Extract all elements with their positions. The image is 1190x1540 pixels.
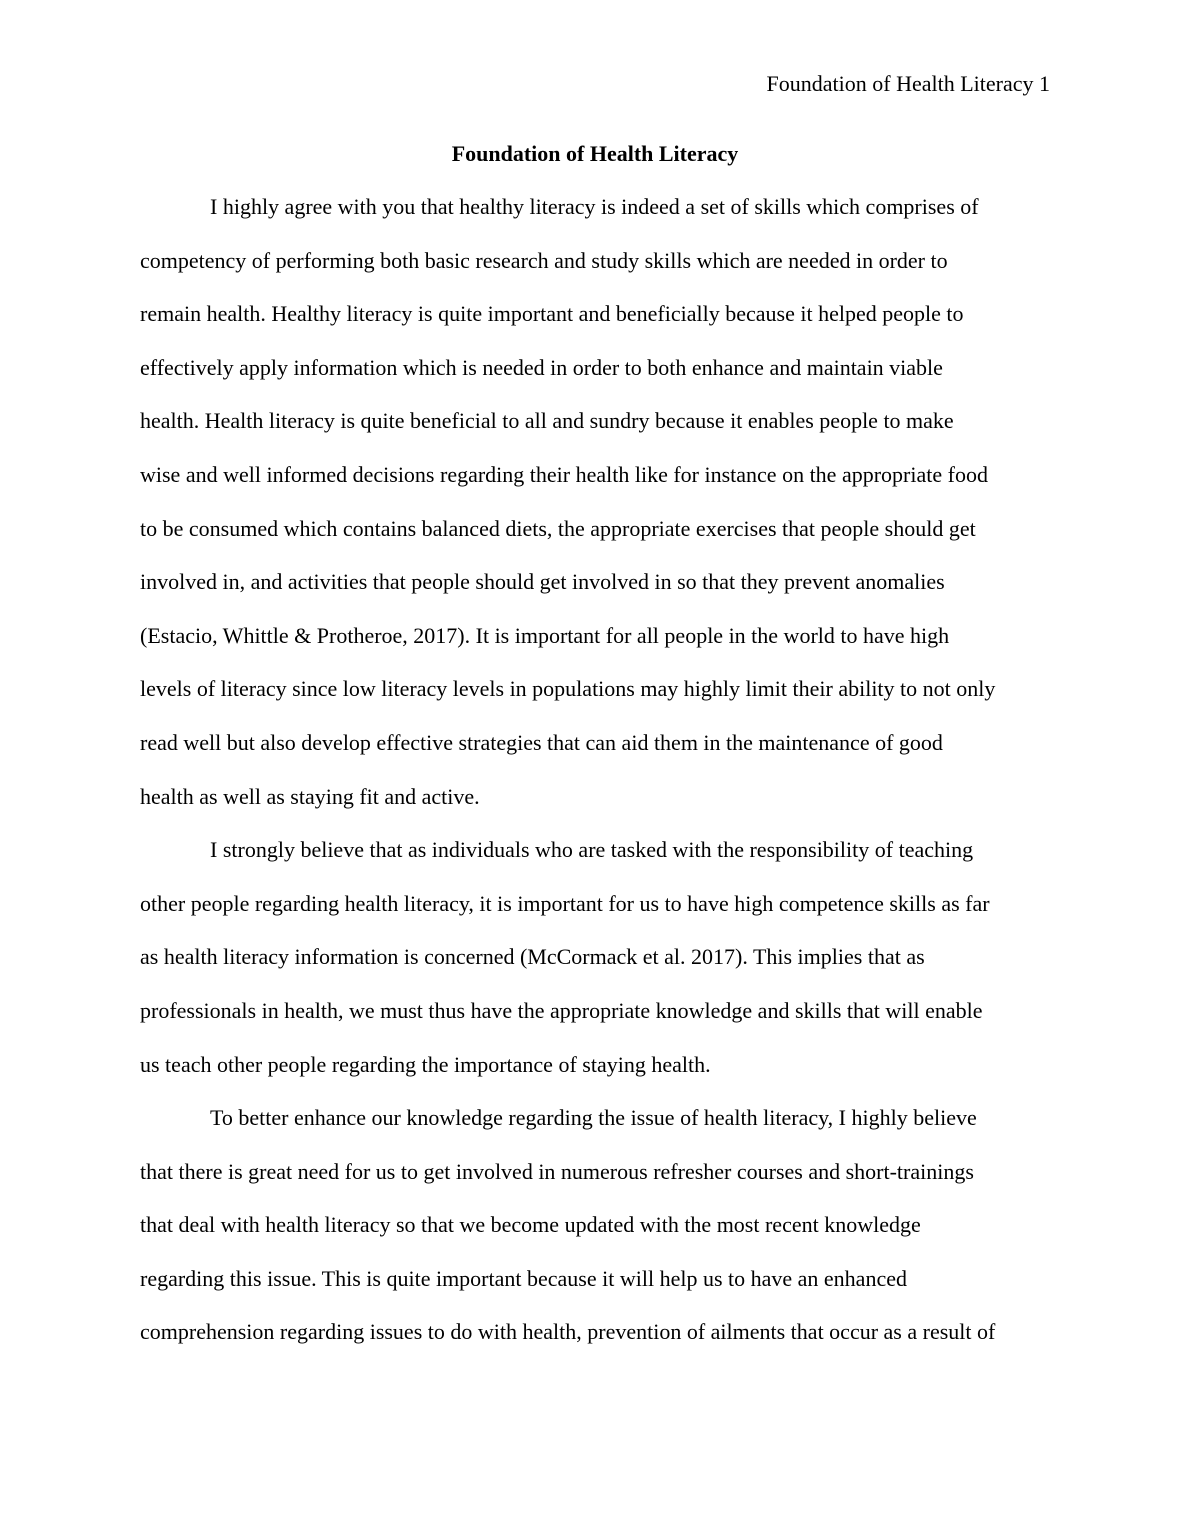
text-line: remain health. Healthy literacy is quite important and beneficially because it helped people to (140, 301, 964, 327)
text-line: health. Health literacy is quite beneficial to all and sundry because it enables people to make (140, 408, 954, 434)
text-line: professionals in health, we must thus have the appropriate knowledge and skills that will enable (140, 997, 983, 1023)
document-body (140, 180, 1050, 1359)
text-line: I highly agree with you that healthy literacy is indeed a set of skills which comprises of (210, 194, 979, 219)
text-line: other people regarding health literacy, it is important for us to have high competence skills as far (140, 890, 990, 916)
text-line: effectively apply information which is needed in order to both enhance and maintain viable (140, 354, 943, 380)
text-line: wise and well informed decisions regarding their health like for instance on the appropriate food (140, 461, 988, 487)
text-line: I strongly believe that as individuals who are tasked with the responsibility of teaching (210, 837, 974, 863)
text-line: comprehension regarding issues to do with health, prevention of ailments that occur as a result of (140, 1319, 996, 1345)
text-line: levels of literacy since low literacy levels in populations may highly limit their ability to not only (140, 676, 996, 702)
text-line: involved in, and activities that people should get involved in so that they prevent anomalies (140, 569, 945, 595)
text-line: To better enhance our knowledge regarding the issue of health literacy, I highly believe (210, 1105, 977, 1131)
text-line: that there is great need for us to get involved in numerous refresher courses and short-trainings (140, 1158, 974, 1184)
text-line: read well but also develop effective strategies that can aid them in the maintenance of good (140, 729, 943, 755)
text-line: health as well as staying fit and active. (140, 783, 480, 809)
running-head: Foundation of Health Literacy 1 (766, 71, 1050, 96)
text-line: us teach other people regarding the importance of staying health. (140, 1051, 711, 1077)
text-line: (Estacio, Whittle & Protheroe, 2017). It is important for all people in the world to have high (140, 622, 950, 648)
text-line: to be consumed which contains balanced diets, the appropriate exercises that people should get (140, 515, 976, 541)
page-title: Foundation of Health Literacy (451, 141, 739, 166)
text-line: regarding this issue. This is quite important because it will help us to have an enhanced (140, 1265, 907, 1291)
text-line: that deal with health literacy so that we become updated with the most recent knowledge (140, 1212, 921, 1238)
text-line: competency of performing both basic research and study skills which are needed in order to (140, 247, 948, 273)
text-line: as health literacy information is concerned (McCormack et al. 2017). This implies that as (140, 944, 925, 970)
